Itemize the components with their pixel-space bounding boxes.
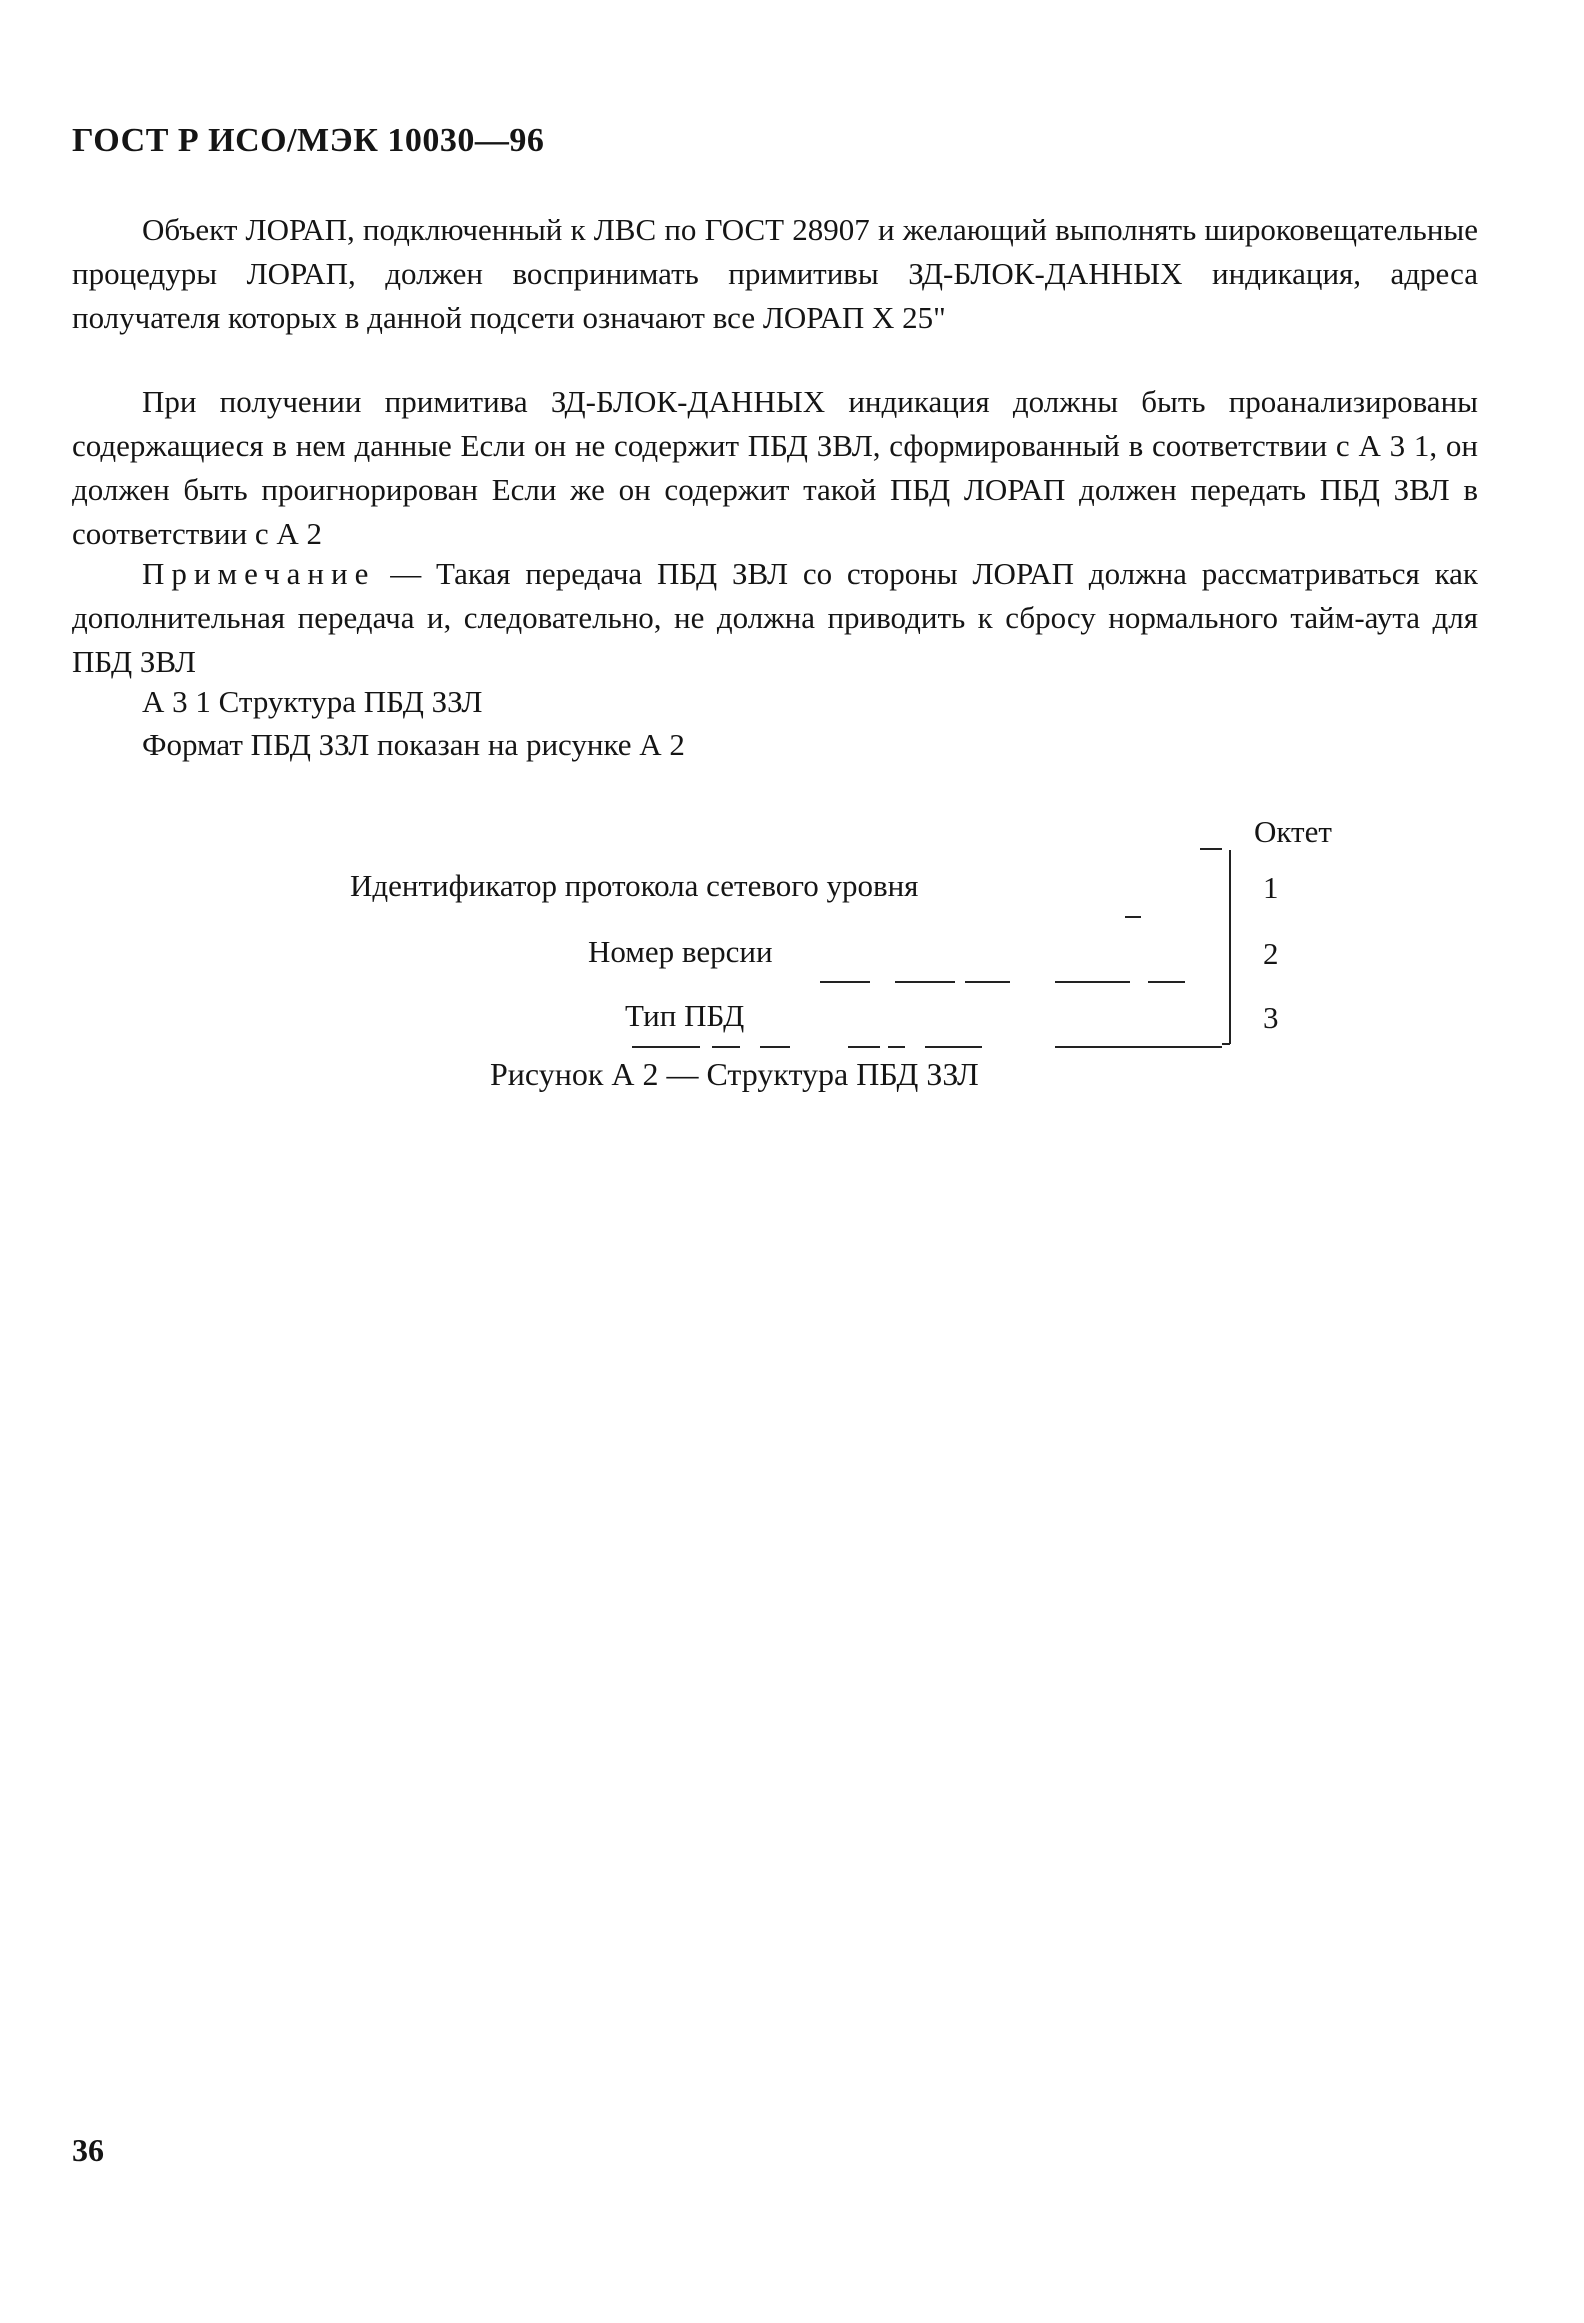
subsection-title: Структура ПБД ЗЗЛ bbox=[218, 684, 483, 719]
octet-number-3: 3 bbox=[1263, 1000, 1279, 1035]
field-protocol-identifier: Идентификатор протокола сетевого уровня bbox=[350, 868, 919, 903]
field-pdu-type: Тип ПБД bbox=[625, 998, 745, 1033]
octet-column-header: Октет bbox=[1254, 814, 1332, 849]
page-number: 36 bbox=[72, 2132, 104, 2168]
note-label: Примечание bbox=[142, 556, 376, 591]
octet-number-1: 1 bbox=[1263, 870, 1279, 905]
figure-caption: Рисунок А 2 — Структура ПБД ЗЗЛ bbox=[490, 1056, 979, 1092]
pdu-structure-figure bbox=[0, 800, 1584, 1130]
subsection-heading bbox=[142, 680, 482, 724]
format-reference-text: Формат ПБД ЗЗЛ показан на рисунке А 2 bbox=[142, 727, 685, 762]
paragraph-primitive-analysis: При получении примитива ЗД-БЛОК-ДАННЫХ индикация должны быть проанализированы содержащиеся в нем данные Если он не содержит ПБД ЗВЛ, сформированный в соответствии с А 3 1, он должен быть проигнорирован Если же он содержит такой ПБД ЛОРАП должен передать ПБД ЗВЛ в соответствии с А 2 bbox=[72, 384, 1478, 551]
note-paragraph bbox=[72, 552, 1478, 684]
paragraph-broadcast-procedures: Объект ЛОРАП, подключенный к ЛВС по ГОСТ 28907 и желающий выполнять широковещательные процедуры ЛОРАП, должен воспринимать примитивы ЗД-БЛОК-ДАННЫХ индикация, адреса получателя которых в данной подсети означают все ЛОРАП Х 25" bbox=[72, 212, 1478, 335]
note-text: — Такая передача ПБД ЗВЛ со стороны ЛОРАП должна рассматриваться как дополнительная передача и, следовательно, не должна приводить к сбросу нормального тайм-аута для ПБД ЗВЛ bbox=[72, 556, 1478, 679]
subsection-number: А 3 1 bbox=[142, 684, 211, 719]
octet-number-2: 2 bbox=[1263, 936, 1279, 971]
document-header: ГОСТ Р ИСО/МЭК 10030—96 bbox=[72, 122, 545, 159]
field-version-number: Номер версии bbox=[588, 934, 773, 969]
